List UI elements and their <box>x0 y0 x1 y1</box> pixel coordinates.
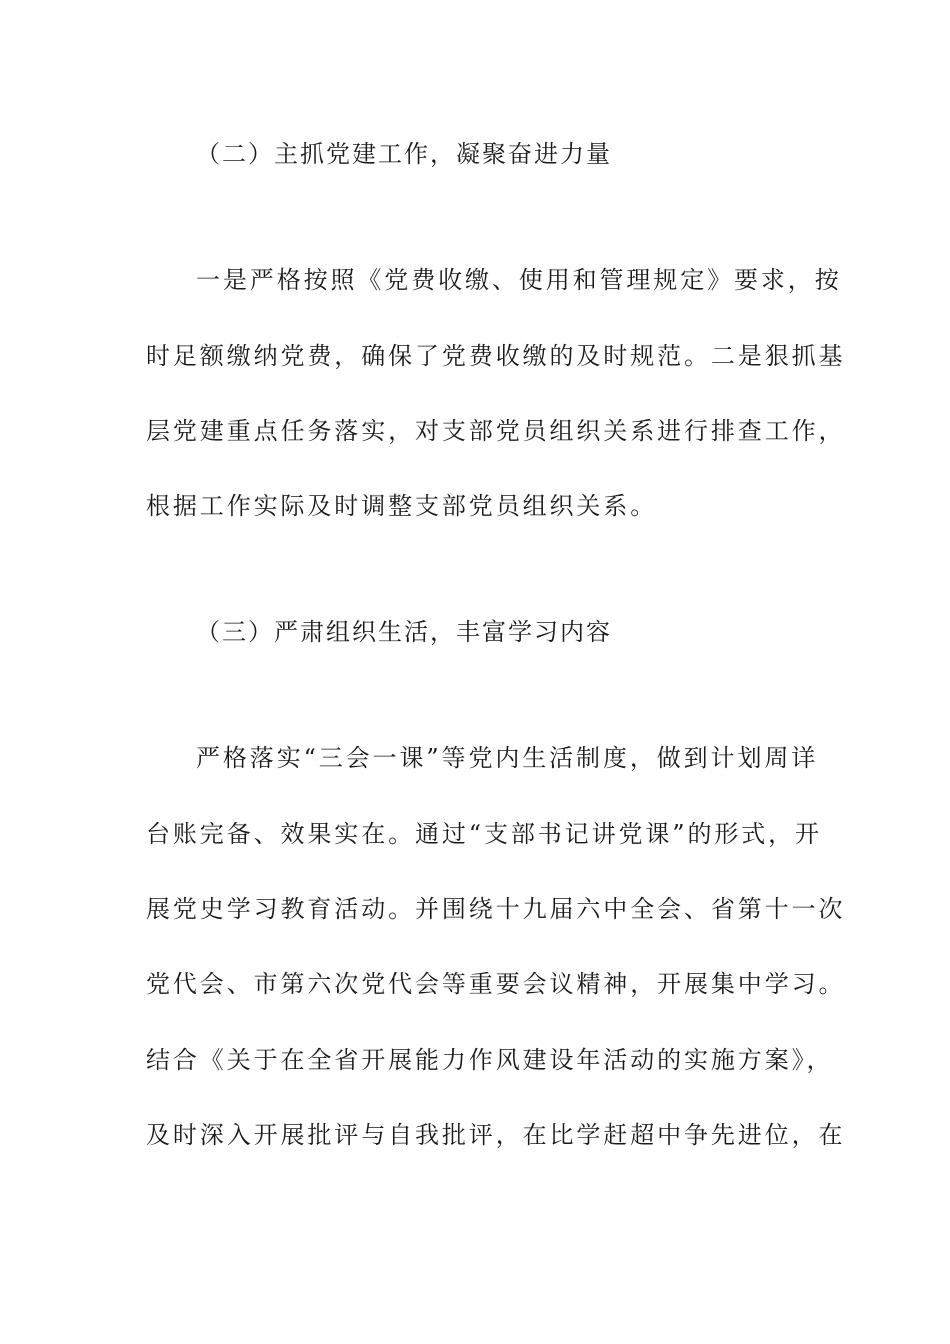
paragraph-line: 根据工作实际及时调整支部党员组织关系。 <box>146 492 658 520</box>
section-heading-2: （二）主抓党建工作，凝聚奋进力量 <box>196 140 612 168</box>
paragraph-line: 一是严格按照《党费收缴、使用和管理规定》要求，按 <box>196 266 842 294</box>
paragraph-line: 及时深入开展批评与自我批评，在比学赶超中争先进位，在 <box>146 1121 846 1149</box>
paragraph-line: 党代会、市第六次党代会等重要会议精神，开展集中学习。 <box>146 970 846 998</box>
section-heading-3: （三）严肃组织生活，丰富学习内容 <box>196 618 612 646</box>
paragraph-line: 台账完备、效果实在。通过“支部书记讲党课”的形式，开 <box>146 820 822 848</box>
paragraph-line: 层党建重点任务落实，对支部党员组织关系进行排查工作， <box>146 417 846 445</box>
paragraph-line: 时足额缴纳党费，确保了党费收缴的及时规范。二是狠抓基 <box>146 342 846 370</box>
paragraph-line: 展党史学习教育活动。并围绕十九届六中全会、省第十一次 <box>146 895 846 923</box>
paragraph-line: 结合《关于在全省开展能力作风建设年活动的实施方案》， <box>146 1046 834 1074</box>
paragraph-line: 严格落实“三会一课”等党内生活制度，做到计划周详 <box>196 744 819 772</box>
